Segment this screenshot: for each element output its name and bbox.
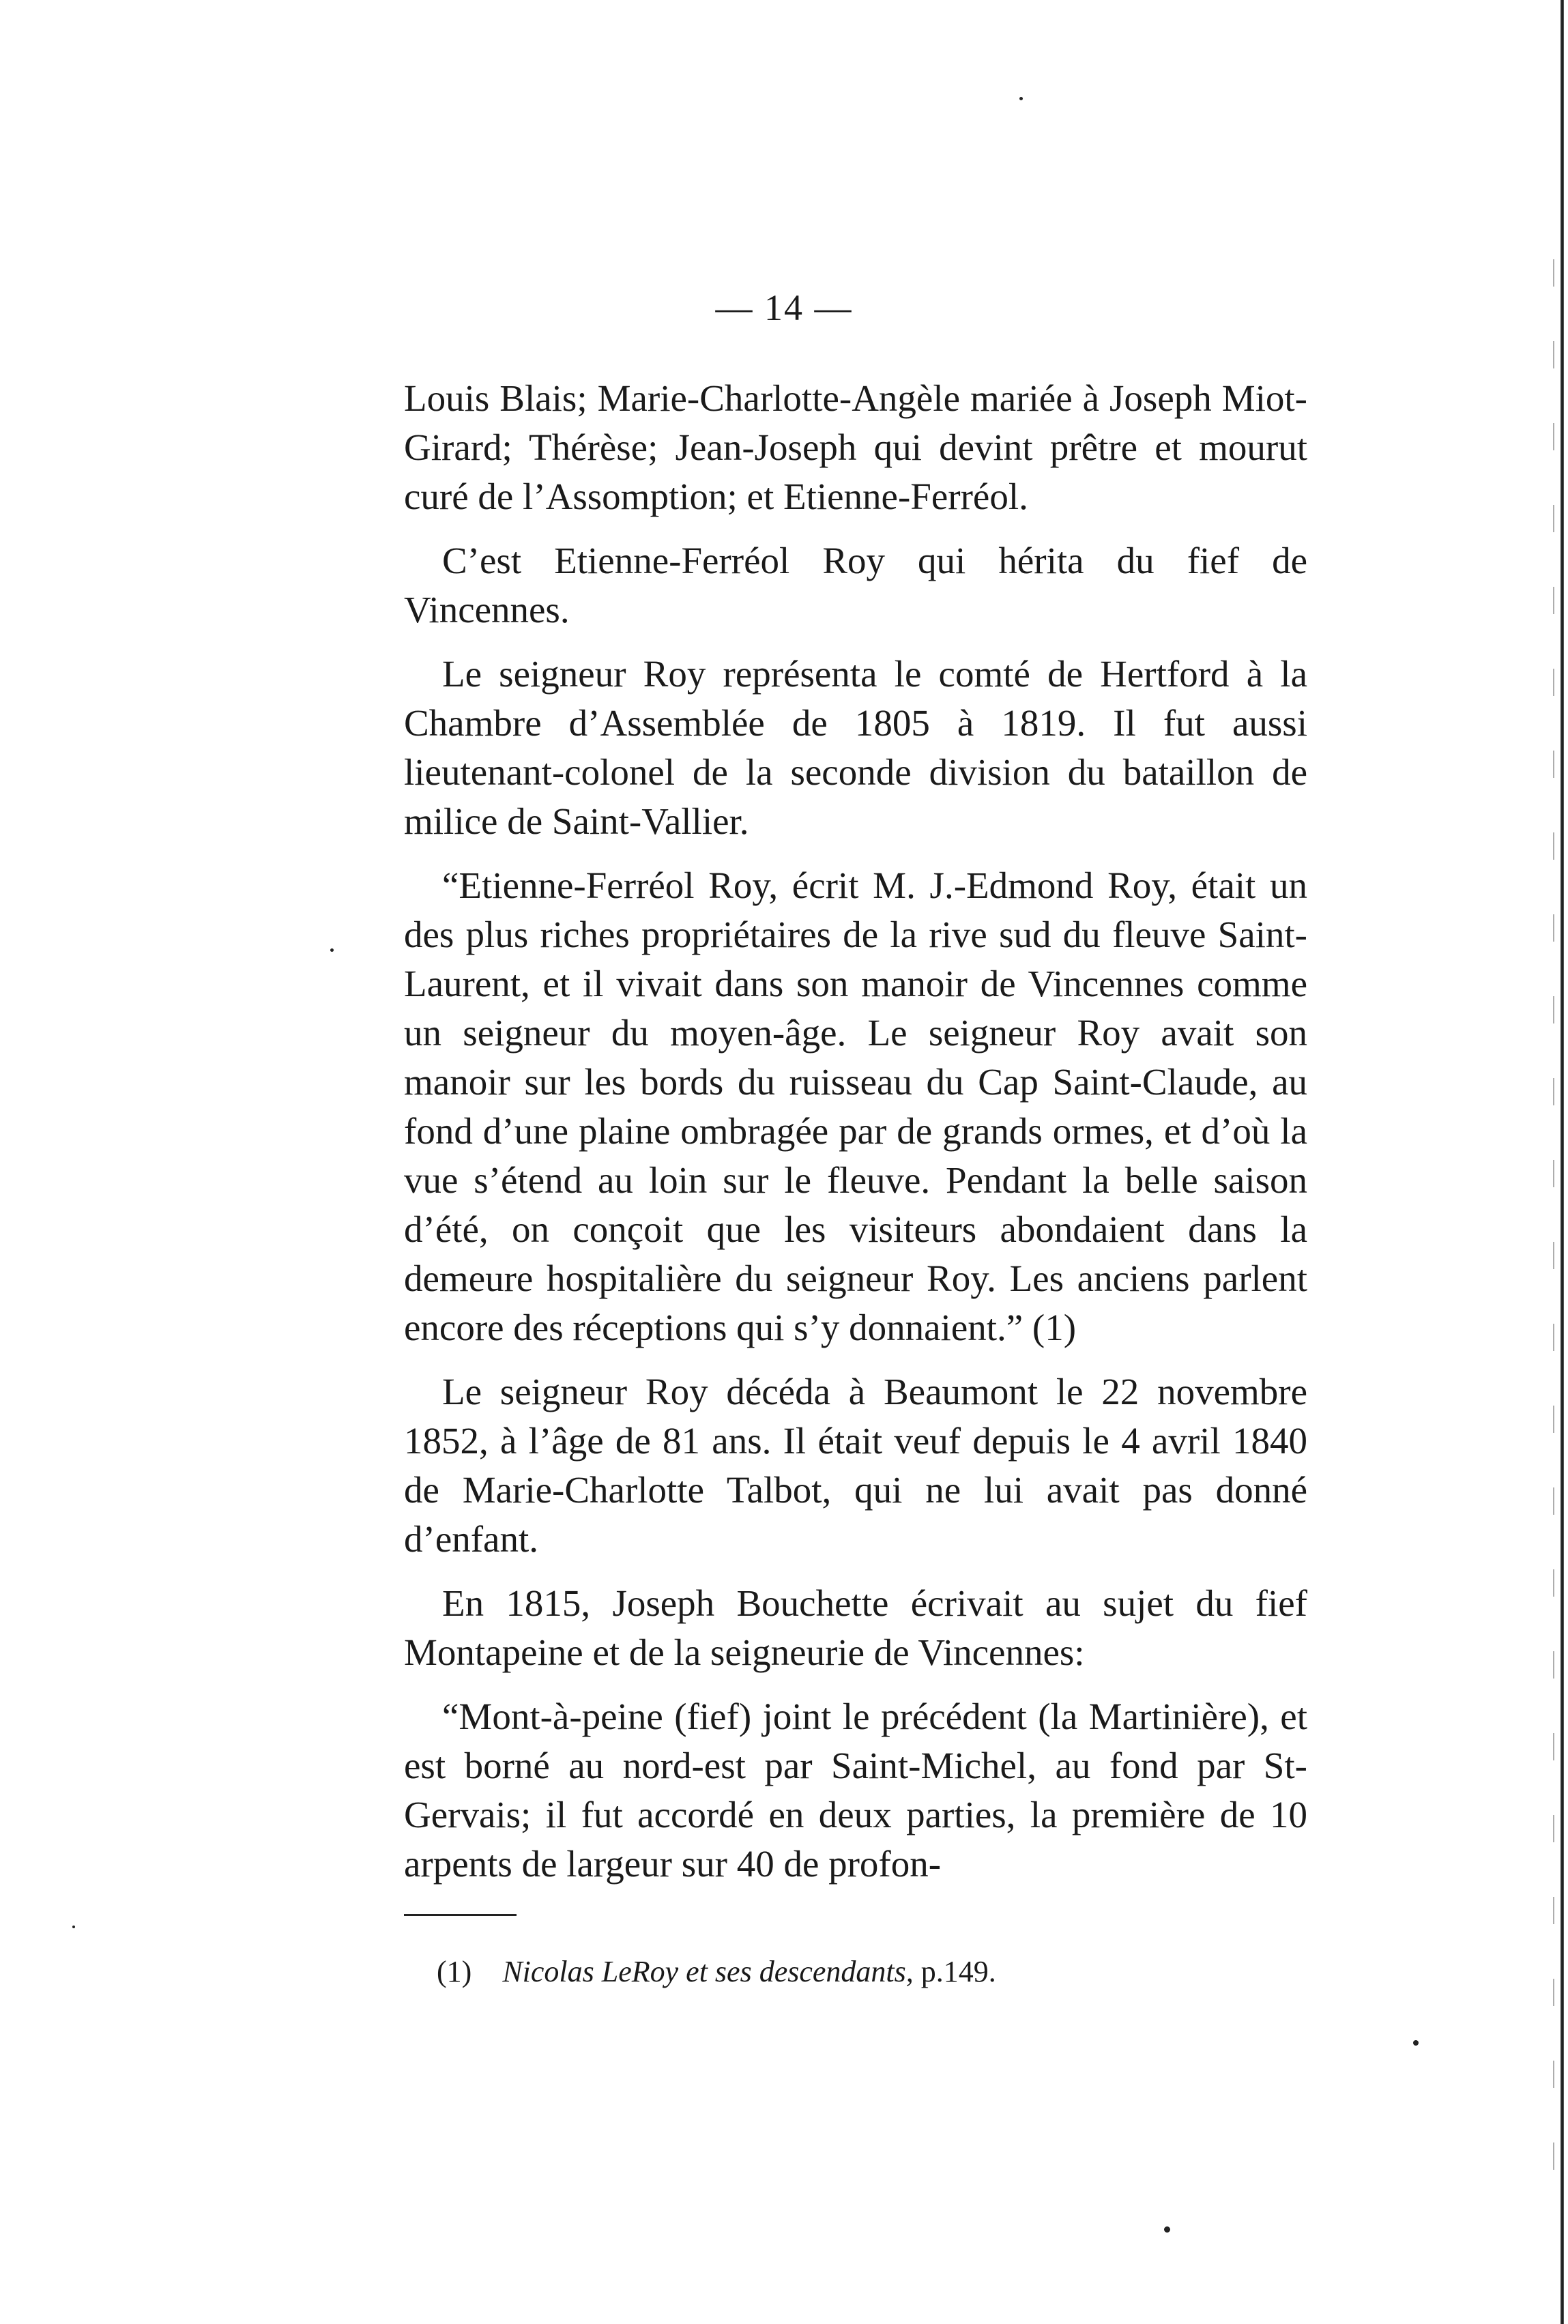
scan-speck <box>330 948 334 952</box>
paragraph: Le seigneur Roy représenta le comté de Hertford à la Chambre d’Assemblée de 1805 à 1819. Il fut aussi lieutenant-colonel de la seconde division du bataillon de milice de Saint-Vallier. <box>404 653 1307 842</box>
page-edge <box>1560 0 1564 2324</box>
paragraph: “Mont-à-peine (fief) joint le précédent (la Martinière), et est borné au nord-est par Saint-Michel, au fond par St-Gervais; il fut accordé en deux parties, la première de 10 arpents de largeur sur 40 de profon- <box>404 1696 1307 1885</box>
scan-speck <box>1164 2226 1170 2233</box>
paragraph: “Etienne-Ferréol Roy, écrit M. J.-Edmond Roy, était un des plus riches propriétaires de la rive sud du fleuve Saint-Laurent, et il vivait dans son manoir de Vincennes comme un seigneur du moyen-âge. Le seigneur Roy avait son manoir sur les bords du ruisseau du Cap Saint-Claude, au fond d’une plaine ombragée par de grands ormes, et d’où la vue s’étend au loin sur le fleuve. Pendant la belle saison d’été, on conçoit que les visiteurs abondaient dans la demeure hospitalière du seigneur Roy. Les anciens parlent encore des réceptions qui s’y donnaient.” (1) <box>404 865 1307 1348</box>
body-text <box>404 374 1307 1904</box>
footnote-page-ref: p.149. <box>920 1955 996 1988</box>
footnote-title: Nicolas LeRoy et ses descendants, <box>502 1955 914 1988</box>
footnote-divider <box>404 1914 517 1916</box>
page-edge-shadow <box>1553 259 1554 2170</box>
footnote <box>437 1953 1296 1991</box>
paragraph: Louis Blais; Marie-Charlotte-Angèle mariée à Joseph Miot-Girard; Thérèse; Jean-Joseph qui devint prêtre et mourut curé de l’Assomption; et Etienne-Ferréol. <box>404 377 1307 517</box>
page-number: — 14 — <box>715 287 853 328</box>
scan-speck <box>72 1926 75 1928</box>
paragraph: C’est Etienne-Ferréol Roy qui hérita du fief de Vincennes. <box>404 540 1307 630</box>
scan-speck <box>1413 2040 1419 2046</box>
paragraph: Le seigneur Roy décéda à Beaumont le 22 novembre 1852, à l’âge de 81 ans. Il était veuf depuis le 4 avril 1840 de Marie-Charlotte Talbot, qui ne lui avait pas donné d’enfant. <box>404 1371 1307 1560</box>
footnote-marker: (1) <box>437 1955 472 1988</box>
scan-speck <box>1019 97 1023 100</box>
paragraph: En 1815, Joseph Bouchette écrivait au sujet du fief Montapeine et de la seigneurie de Vincennes: <box>404 1582 1307 1673</box>
